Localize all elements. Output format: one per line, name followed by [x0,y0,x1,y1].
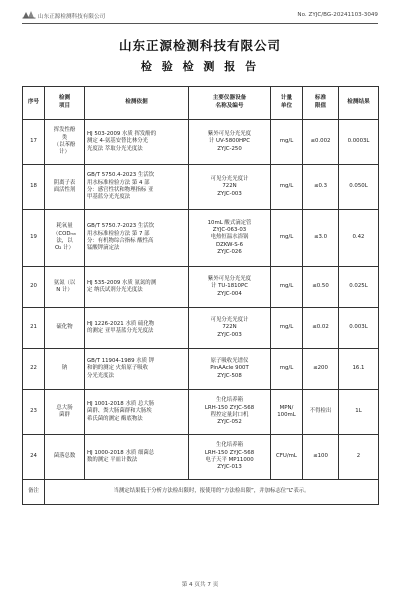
cell-limit: ≤200 [303,349,339,390]
cell-limit: ≤0.002 [303,120,339,165]
cell-result: 2 [339,435,379,480]
header-company-name: 山东正源检测科技有限公司 [38,14,106,20]
cell-instrument: 生化培养箱 LRH-150 ZYJC-568 电子天平 MP11000 ZYJC-013 [189,435,271,480]
cell-basis: HJ 535-2009 水质 氨氮的测 定 纳氏试剂分光光度法 [85,267,189,308]
remark-label: 备注 [23,480,45,505]
cell-result: 1L [339,390,379,435]
cell-unit: mg/L [271,349,303,390]
table-row [23,435,379,480]
cell-no: 19 [23,210,45,267]
company-title: 山东正源检测科技有限公司 [118,38,281,53]
cell-unit: MPN/ 100mL [271,390,303,435]
cell-no: 21 [23,308,45,349]
cell-instrument: 10mL 酸式滴定管 ZYJC-063-03 电热恒温水浴锅 DZKW-S-6 ZYJC-026 [189,210,271,267]
cell-instrument: 生化培养箱 LRH-150 ZYJC-568 程控定量封口机 ZYJC-052 [189,390,271,435]
cell-unit: mg/L [271,210,303,267]
col-header-instrument: 主要仪器设备 名称及编号 [189,87,271,120]
cell-limit: ≤0.3 [303,165,339,210]
col-header-basis: 检测依据 [85,87,189,120]
cell-limit: ≤3.0 [303,210,339,267]
cell-no: 20 [23,267,45,308]
cell-instrument: 紫外可见分光光度 计 UV-5800HPC ZYJC-250 [189,120,271,165]
table-row [23,390,379,435]
col-header-result: 检测结果 [339,87,379,120]
remark-row [23,480,379,505]
cell-instrument: 紫外可见分光光度 计 TU-1810PC ZYJC-004 [189,267,271,308]
table-row [23,349,379,390]
remark-text: 当测定结果低于分析方法检出限时，报使用的“方法检出限”，并加标志位“L”表示。 [45,480,379,505]
table-header-row [23,87,379,120]
cell-basis: HJ 1000-2018 水质 细菌总 数的测定 平皿计数法 [85,435,189,480]
cell-item: 耗氧量 （CODₘₙ 法，以 O₂ 计） [45,210,85,267]
cell-basis: HJ 503-2009 水质 挥发酚的 测定 4-氨基安替比林分光 光度法 萃取分光光度法 [85,120,189,165]
cell-basis: HJ 1001-2018 水质 总大肠 菌群、粪大肠菌群和大肠埃 希氏菌的测定 酶底物法 [85,390,189,435]
cell-result: 0.050L [339,165,379,210]
cell-unit: mg/L [271,308,303,349]
cell-limit: ≤0.02 [303,308,339,349]
cell-item: 阴离子表 面活性剂 [45,165,85,210]
header-report-number: No. ZYJC/BG-20241103-3049 [297,12,378,18]
cell-limit: ≤0.50 [303,267,339,308]
cell-instrument: 可见分光光度计 722N ZYJC-003 [189,308,271,349]
cell-result: 0.0003L [339,120,379,165]
cell-limit: 不得检出 [303,390,339,435]
table-row [23,120,379,165]
cell-item: 菌落总数 [45,435,85,480]
cell-basis: GB/T 11904-1989 水质 钾 和钠的测定 火焰原子吸收 分光光度法 [85,349,189,390]
col-header-unit: 计量 单位 [271,87,303,120]
cell-result: 16.1 [339,349,379,390]
cell-result: 0.42 [339,210,379,267]
cell-unit: mg/L [271,120,303,165]
cell-limit: ≤100 [303,435,339,480]
cell-instrument: 可见分光光度计 722N ZYJC-003 [189,165,271,210]
cell-item: 硫化物 [45,308,85,349]
cell-result: 0.003L [339,308,379,349]
cell-basis: HJ 1226-2021 水质 硫化物 的测定 亚甲基蓝分光光度法 [85,308,189,349]
col-header-no: 序号 [23,87,45,120]
cell-result: 0.025L [339,267,379,308]
col-header-item: 检测 项目 [45,87,85,120]
page-header [22,9,378,24]
cell-item: 钠 [45,349,85,390]
report-title: 检 验 检 测 报 告 [140,60,260,73]
cell-unit: mg/L [271,165,303,210]
col-header-limit: 标准 限值 [303,87,339,120]
results-table [22,86,379,505]
table-row [23,308,379,349]
cell-item: 氨氮（以 N 计） [45,267,85,308]
page-number: 第 4 页共 7 页 [181,582,219,588]
cell-no: 24 [23,435,45,480]
cell-instrument: 原子吸收光谱仪 PinAAcle 900T ZYJC-508 [189,349,271,390]
cell-no: 22 [23,349,45,390]
cell-unit: mg/L [271,267,303,308]
cell-basis: GB/T 5750.4-2023 生活饮 用水标准检验方法 第 4 部 分：感官性状和物理指标 亚 甲基蓝分光光度法 [85,165,189,210]
table-row [23,267,379,308]
cell-unit: CFU/mL [271,435,303,480]
cell-no: 18 [23,165,45,210]
company-logo-icon [22,10,36,19]
cell-no: 23 [23,390,45,435]
cell-item: 挥发性酚 类 （以苯酚 计） [45,120,85,165]
cell-no: 17 [23,120,45,165]
table-row [23,210,379,267]
table-row [23,165,379,210]
cell-item: 总大肠 菌群 [45,390,85,435]
cell-basis: GB/T 5750.7-2023 生活饮 用水标准检验方法 第 7 部 分：有机物综合指标 酸性高 锰酸钾滴定法 [85,210,189,267]
